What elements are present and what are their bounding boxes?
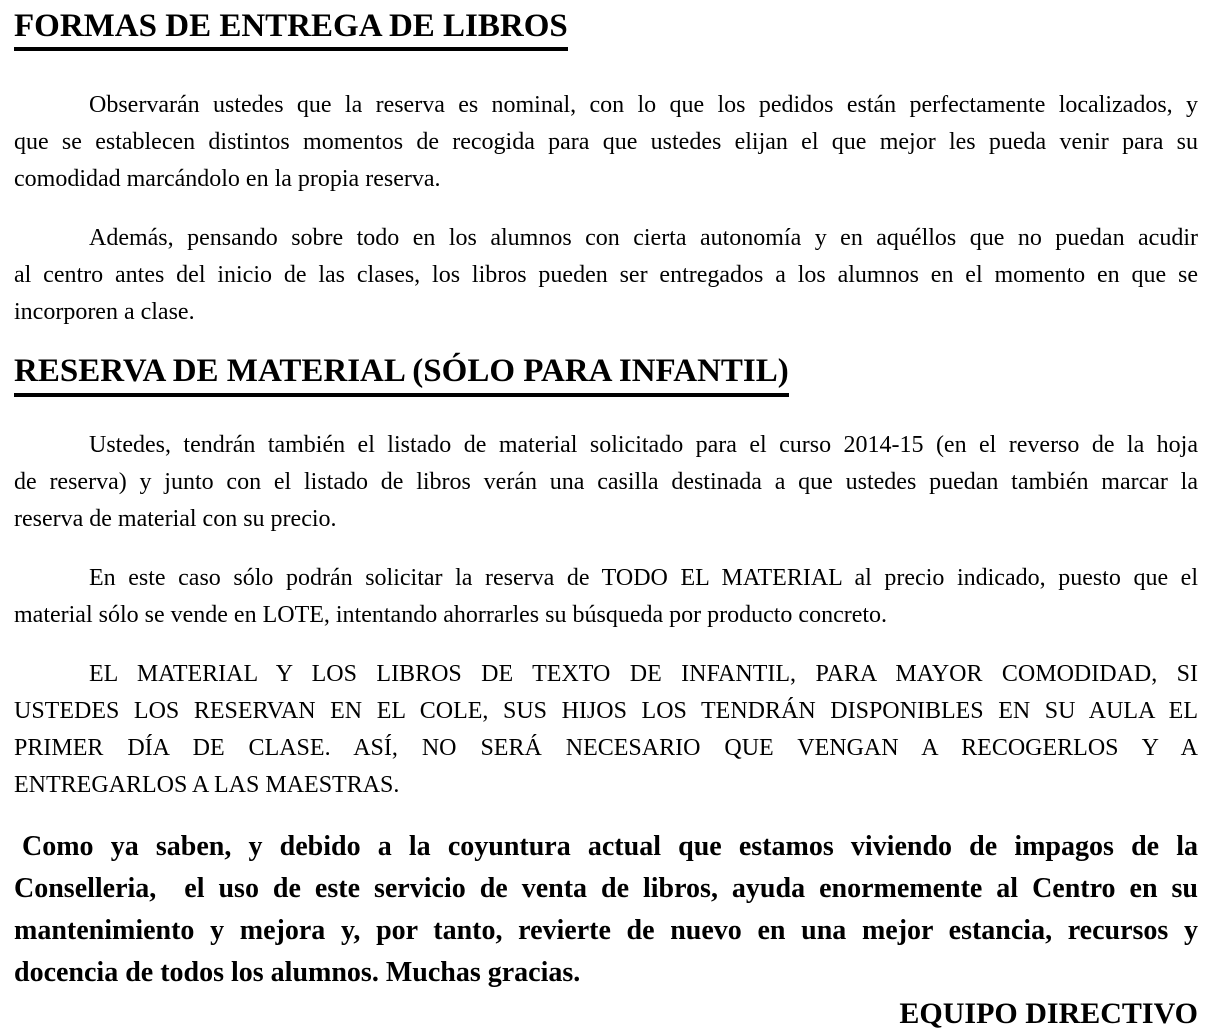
text-line: En este caso sólo podrán solicitar la reserva de TODO EL MATERIAL al precio indicado, puesto que el: [89, 564, 1198, 591]
section-heading-text: FORMAS DE ENTREGA DE LIBROS: [14, 8, 568, 51]
text-line: Como ya saben, y debido a la coyuntura actual que estamos viviendo de impagos de la: [22, 830, 1198, 862]
text-line: ENTREGARLOS A LAS MAESTRAS.: [14, 771, 400, 798]
text-line: material sólo se vende en LOTE, intentando ahorrarles su búsqueda por producto concreto.: [14, 601, 888, 628]
text-line: mantenimiento y mejora y, por tanto, revierte de nuevo en una mejor estancia, recursos y: [14, 914, 1198, 946]
paragraph-material-infantil-caps: [14, 656, 1198, 804]
text-line: comodidad marcándolo en la propia reserva.: [14, 166, 441, 193]
paragraph-todo-el-material: [14, 560, 1198, 634]
text-line: reserva de material con su precio.: [14, 505, 337, 532]
text-line: de reserva) y junto con el listado de libros verán una casilla destinada a que ustedes puedan también marcar la: [14, 468, 1198, 495]
section-heading-formas-entrega: [14, 8, 1198, 51]
paragraph-closing-bold: [14, 826, 1198, 994]
signature-equipo-directivo: EQUIPO DIRECTIVO: [899, 996, 1198, 1030]
text-line: al centro antes del inicio de las clases, los libros pueden ser entregados a los alumnos en el momento en que se: [14, 262, 1198, 289]
text-line: Ustedes, tendrán también el listado de material solicitado para el curso 2014-15 (en el reverso de la hoja: [89, 431, 1198, 458]
text-line: PRIMER DÍA DE CLASE. ASÍ, NO SERÁ NECESARIO QUE VENGAN A RECOGERLOS Y A: [14, 734, 1198, 761]
text-line: que se establecen distintos momentos de recogida para que ustedes elijan el que mejor les pueda venir para su: [14, 129, 1198, 156]
paragraph-listado-material: [14, 427, 1198, 538]
text-line: Conselleria, el uso de este servicio de venta de libros, ayuda enormemente al Centro en su: [14, 872, 1198, 904]
text-line: USTEDES LOS RESERVAN EN EL COLE, SUS HIJOS LOS TENDRÁN DISPONIBLES EN SU AULA EL: [14, 697, 1198, 724]
text-line: Además, pensando sobre todo en los alumnos con cierta autonomía y en aquéllos que no puedan acudir: [89, 225, 1198, 252]
text-line: docencia de todos los alumnos. Muchas gracias.: [14, 956, 581, 988]
text-line: Observarán ustedes que la reserva es nominal, con lo que los pedidos están perfectamente localizados, y: [89, 92, 1198, 119]
text-line: EL MATERIAL Y LOS LIBROS DE TEXTO DE INFANTIL, PARA MAYOR COMODIDAD, SI: [89, 660, 1198, 687]
section-heading-reserva-material: [14, 353, 1198, 396]
paragraph-entrega-en-clase: [14, 220, 1198, 331]
section-heading-text: RESERVA DE MATERIAL (SÓLO PARA INFANTIL): [14, 353, 789, 396]
paragraph-reserva-nominal: [14, 87, 1198, 198]
text-line: incorporen a clase.: [14, 299, 195, 326]
